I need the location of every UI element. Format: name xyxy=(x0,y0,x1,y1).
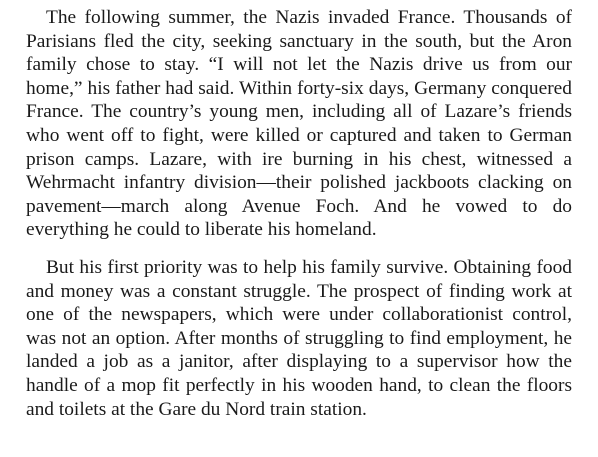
paragraph-2: But his first priority was to help his family survive. Obtaining food and money was a constant struggle. The prospect of finding work at one of the newspapers, which were under collaborationist control, was not an option. After months of struggling to find employment, he landed a job as a janitor, after displaying to a supervisor how the handle of a mop fit perfectly in his wooden hand, to clean the floors and toilets at the Gare du Nord train station. xyxy=(26,256,572,420)
paragraph-1: The following summer, the Nazis invaded France. Thousands of Parisians fled the city, seeking sanctuary in the south, but the Aron family chose to stay. “I will not let the Nazis drive us from our home,” his father had said. Within forty-six days, Germany conquered France. The country’s young men, including all of Lazare’s friends who went off to fight, were killed or captured and taken to German prison camps. Lazare, with ire burning in his chest, witnessed a Wehrmacht infantry division—their polished jackboots clacking on pavement—march along Avenue Foch. And he vowed to do everything he could to liberate his homeland. xyxy=(26,7,572,241)
